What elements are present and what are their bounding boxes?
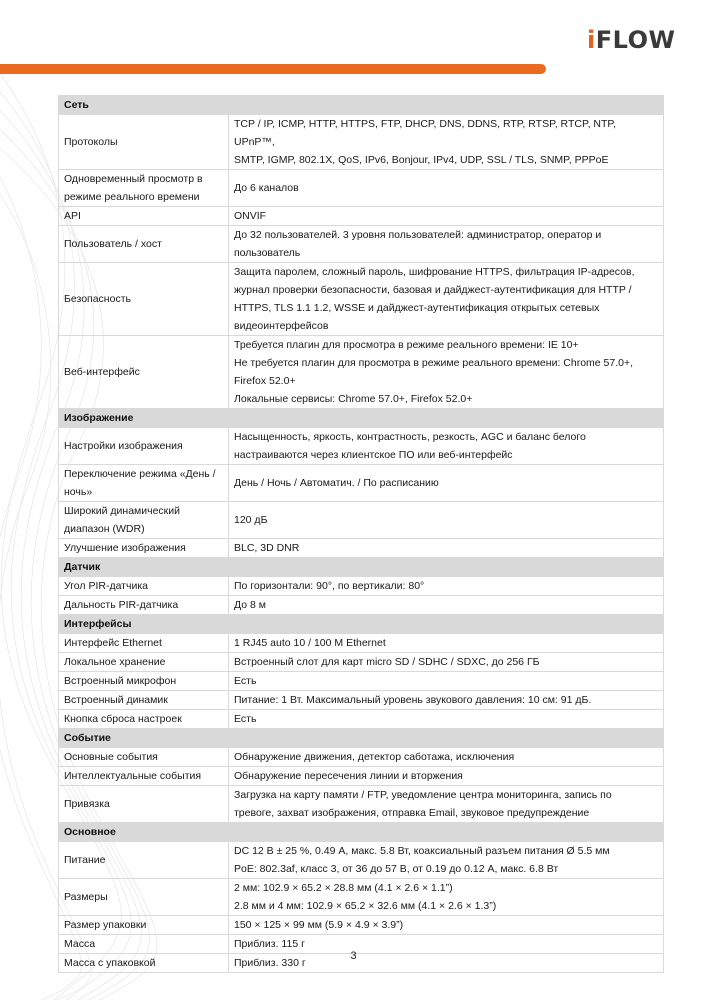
spec-value-line: Есть bbox=[234, 675, 257, 687]
spec-value bbox=[229, 577, 664, 596]
spec-label: Пользователь / хост bbox=[59, 226, 229, 263]
spec-value-line: настраиваются через клиентское ПО или веб-интерфейс bbox=[234, 449, 513, 461]
spec-row bbox=[59, 539, 664, 558]
spec-label: Встроенный микрофон bbox=[59, 672, 229, 691]
spec-value bbox=[229, 539, 664, 558]
spec-value bbox=[229, 842, 664, 879]
spec-value-line: Приблиз. 330 г bbox=[234, 957, 306, 969]
spec-label: Угол PIR-датчика bbox=[59, 577, 229, 596]
logo-text: FLOW bbox=[595, 26, 676, 54]
spec-label: Веб-интерфейс bbox=[59, 336, 229, 409]
spec-label: Настройки изображения bbox=[59, 428, 229, 465]
spec-row bbox=[59, 879, 664, 916]
spec-value-line: SMTP, IGMP, 802.1X, QoS, IPv6, Bonjour, IPv4, UDP, SSL / TLS, SNMP, PPPoE bbox=[234, 154, 609, 166]
spec-value-line: 120 дБ bbox=[234, 514, 268, 526]
brand-logo bbox=[587, 25, 675, 55]
spec-value-line: 1 RJ45 auto 10 / 100 M Ethernet bbox=[234, 637, 386, 649]
spec-label: Кнопка сброса настроек bbox=[59, 710, 229, 729]
spec-value-line: День / Ночь / Автоматич. / По расписанию bbox=[234, 477, 439, 489]
spec-value-line: По горизонтали: 90°, по вертикали: 80° bbox=[234, 580, 425, 592]
spec-value bbox=[229, 634, 664, 653]
spec-value bbox=[229, 170, 664, 207]
section-header-row bbox=[59, 558, 664, 577]
spec-row bbox=[59, 786, 664, 823]
spec-label: Дальность PIR-датчика bbox=[59, 596, 229, 615]
spec-value-line: Приблиз. 115 г bbox=[234, 938, 305, 950]
spec-value bbox=[229, 207, 664, 226]
spec-value-line: До 6 каналов bbox=[234, 182, 299, 194]
spec-label: Масса bbox=[59, 935, 229, 954]
spec-value-line: Загрузка на карту памяти / FTP, уведомление центра мониторинга, запись по bbox=[234, 789, 612, 801]
spec-row bbox=[59, 428, 664, 465]
spec-row bbox=[59, 226, 664, 263]
spec-row bbox=[59, 672, 664, 691]
section-title: Интерфейсы bbox=[59, 615, 664, 634]
spec-label: Интеллектуальные события bbox=[59, 767, 229, 786]
spec-value bbox=[229, 691, 664, 710]
spec-row bbox=[59, 465, 664, 502]
spec-value bbox=[229, 465, 664, 502]
spec-label: Масса с упаковкой bbox=[59, 954, 229, 973]
spec-value bbox=[229, 263, 664, 336]
spec-label: Встроенный динамик bbox=[59, 691, 229, 710]
spec-label: Протоколы bbox=[59, 115, 229, 170]
spec-value-line: Требуется плагин для просмотра в режиме реального времени: IE 10+ bbox=[234, 339, 579, 351]
spec-value bbox=[229, 748, 664, 767]
spec-row bbox=[59, 596, 664, 615]
spec-row bbox=[59, 767, 664, 786]
section-title: Событие bbox=[59, 729, 664, 748]
spec-row bbox=[59, 653, 664, 672]
spec-row bbox=[59, 170, 664, 207]
spec-row bbox=[59, 577, 664, 596]
spec-row bbox=[59, 710, 664, 729]
spec-value bbox=[229, 672, 664, 691]
spec-label: Переключение режима «День / ночь» bbox=[59, 465, 229, 502]
spec-value-line: ONVIF bbox=[234, 210, 267, 222]
spec-value bbox=[229, 336, 664, 409]
specification-table bbox=[58, 95, 664, 973]
section-header-row bbox=[59, 823, 664, 842]
spec-label: Широкий динамический диапазон (WDR) bbox=[59, 502, 229, 539]
spec-value-line: 150 × 125 × 99 мм (5.9 × 4.9 × 3.9”) bbox=[234, 919, 404, 931]
spec-row bbox=[59, 502, 664, 539]
spec-label: Локальное хранение bbox=[59, 653, 229, 672]
spec-value bbox=[229, 767, 664, 786]
spec-label: Основные события bbox=[59, 748, 229, 767]
spec-value-line: До 32 пользователей. 3 уровня пользователей: администратор, оператор и bbox=[234, 229, 602, 241]
spec-row bbox=[59, 634, 664, 653]
spec-label: Размер упаковки bbox=[59, 916, 229, 935]
section-header-row bbox=[59, 96, 664, 115]
spec-value-line: 2 мм: 102.9 × 65.2 × 28.8 мм (4.1 × 2.6 × 1.1”) bbox=[234, 882, 453, 894]
spec-row bbox=[59, 115, 664, 170]
spec-value bbox=[229, 879, 664, 916]
spec-value-line: До 8 м bbox=[234, 599, 266, 611]
spec-row bbox=[59, 336, 664, 409]
spec-value bbox=[229, 653, 664, 672]
spec-value bbox=[229, 115, 664, 170]
spec-value bbox=[229, 786, 664, 823]
spec-label: Питание bbox=[59, 842, 229, 879]
spec-value-line: видеоинтерфейсов bbox=[234, 320, 329, 332]
spec-row bbox=[59, 916, 664, 935]
spec-row bbox=[59, 842, 664, 879]
spec-value-line: Насыщенность, яркость, контрастность, резкость, AGC и баланс белого bbox=[234, 431, 586, 443]
spec-row bbox=[59, 207, 664, 226]
spec-value-line: Защита паролем, сложный пароль, шифрование HTTPS, фильтрация IP-адресов, bbox=[234, 266, 635, 278]
spec-row bbox=[59, 263, 664, 336]
spec-label: API bbox=[59, 207, 229, 226]
spec-value-line: Питание: 1 Вт. Максимальный уровень звукового давления: 10 см: 91 дБ. bbox=[234, 694, 592, 706]
section-header-row bbox=[59, 615, 664, 634]
section-title: Сеть bbox=[59, 96, 664, 115]
section-title: Датчик bbox=[59, 558, 664, 577]
spec-value-line: TCP / IP, ICMP, HTTP, HTTPS, FTP, DHCP, DNS, DDNS, RTP, RTSP, RTCP, NTP, UPnP™, bbox=[234, 118, 616, 148]
spec-value bbox=[229, 502, 664, 539]
spec-value-line: Обнаружение пересечения линии и вторжения bbox=[234, 770, 463, 782]
spec-label: Безопасность bbox=[59, 263, 229, 336]
section-title: Изображение bbox=[59, 409, 664, 428]
spec-value bbox=[229, 710, 664, 729]
section-header-row bbox=[59, 409, 664, 428]
page-number: 3 bbox=[350, 950, 357, 962]
spec-label: Привязка bbox=[59, 786, 229, 823]
spec-row bbox=[59, 748, 664, 767]
spec-value-line: DC 12 В ± 25 %, 0.49 A, макс. 5.8 Вт, коаксиальный разъем питания Ø 5.5 мм bbox=[234, 845, 610, 857]
spec-value-line: Встроенный слот для карт micro SD / SDHC / SDXC, до 256 ГБ bbox=[234, 656, 540, 668]
spec-value-line: 2.8 мм и 4 мм: 102.9 × 65.2 × 32.6 мм (4.1 × 2.6 × 1.3”) bbox=[234, 900, 497, 912]
spec-value-line: Есть bbox=[234, 713, 257, 725]
spec-value-line: Локальные сервисы: Chrome 57.0+, Firefox 52.0+ bbox=[234, 393, 473, 405]
section-title: Основное bbox=[59, 823, 664, 842]
spec-value-line: журнал проверки безопасности, базовая и дайджест-аутентификация для HTTP / bbox=[234, 284, 632, 296]
spec-label: Размеры bbox=[59, 879, 229, 916]
spec-value bbox=[229, 226, 664, 263]
section-header-row bbox=[59, 729, 664, 748]
spec-value-line: Firefox 52.0+ bbox=[234, 375, 296, 387]
spec-value-line: пользователь bbox=[234, 247, 301, 259]
logo-mark: i bbox=[587, 26, 596, 54]
spec-value-line: PoE: 802.3af, класс 3, от 36 до 57 В, от 0.19 до 0.12 А, макс. 6.8 Вт bbox=[234, 863, 559, 875]
spec-value bbox=[229, 428, 664, 465]
header-accent-bar bbox=[0, 64, 546, 74]
spec-value-line: Обнаружение движения, детектор саботажа, исключения bbox=[234, 751, 515, 763]
spec-value-line: тревоге, захват изображения, отправка Email, звуковое предупреждение bbox=[234, 807, 590, 819]
spec-label: Одновременный просмотр в режиме реального времени bbox=[59, 170, 229, 207]
spec-value-line: HTTPS, TLS 1.1 1.2, WSSE и дайджест-аутентификация открытых сетевых bbox=[234, 302, 600, 314]
spec-row bbox=[59, 691, 664, 710]
spec-value-line: Не требуется плагин для просмотра в режиме реального времени: Chrome 57.0+, bbox=[234, 357, 634, 369]
spec-value bbox=[229, 596, 664, 615]
spec-value bbox=[229, 916, 664, 935]
spec-label: Интерфейс Ethernet bbox=[59, 634, 229, 653]
spec-label: Улучшение изображения bbox=[59, 539, 229, 558]
spec-value-line: BLC, 3D DNR bbox=[234, 542, 300, 554]
